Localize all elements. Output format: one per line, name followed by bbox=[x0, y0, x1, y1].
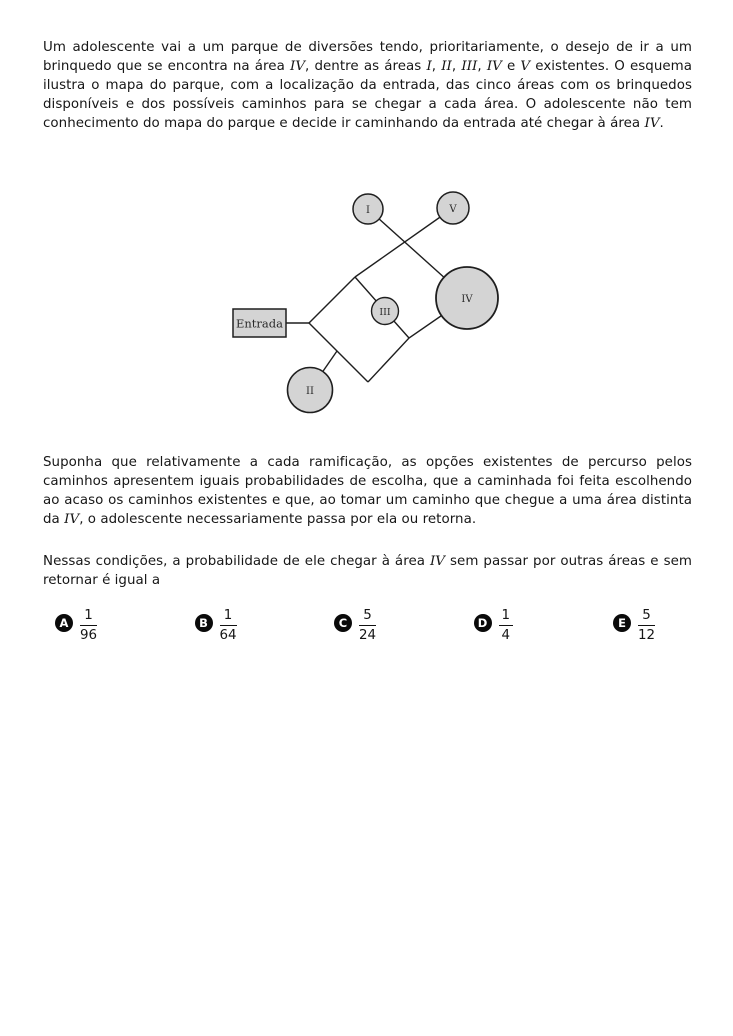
path-junction-upper bbox=[309, 277, 355, 323]
fraction-numerator: 5 bbox=[359, 608, 376, 626]
entrance-label: Entrada bbox=[236, 316, 283, 331]
text-segment: Suponha que relativamente a cada ramificação, as opções existentes de percurso pelos caminhos apresentem iguais probabilidades de escolha, que a caminhada foi feita escolhendo ao acaso os caminhos existentes e que, ao tomar um caminho que chegue a uma área distinta da bbox=[43, 455, 692, 527]
text-segment: , o adolescente necessariamente passa por ela ou retorna. bbox=[79, 512, 477, 527]
option-letter-badge: B bbox=[195, 614, 213, 632]
option-fraction bbox=[499, 608, 514, 643]
text-segment: existentes. O esquema ilustra o mapa do parque, com a localização da entrada, das cinco áreas com os brinquedos disponíveis e dos possíveis caminhos para se chegar a cada área. O adolescente não tem conhecimento do mapa do parque e decide ir caminhando da entrada até chegar à área bbox=[43, 59, 693, 131]
text-segment: . bbox=[659, 116, 664, 131]
park-map-svg bbox=[225, 180, 515, 420]
text-segment: sem passar por outras áreas e sem retornar é igual a bbox=[43, 554, 692, 588]
roman-numeral: III bbox=[461, 59, 478, 74]
option-fraction bbox=[220, 608, 237, 643]
option-letter-badge: E bbox=[613, 614, 631, 632]
text-segment: , bbox=[477, 59, 487, 74]
roman-numeral: IV bbox=[64, 512, 80, 527]
roman-numeral: IV bbox=[429, 554, 446, 569]
fraction-numerator: 1 bbox=[220, 608, 237, 626]
question-paragraph-assumptions bbox=[43, 453, 692, 529]
option-fraction bbox=[359, 608, 376, 643]
roman-numeral: I bbox=[426, 59, 432, 74]
option-e[interactable] bbox=[613, 603, 655, 643]
option-letter-badge: C bbox=[334, 614, 352, 632]
roman-numeral: IV bbox=[644, 116, 660, 131]
option-d[interactable] bbox=[474, 603, 514, 643]
roman-numeral: IV bbox=[289, 59, 306, 74]
area-ii-label: II bbox=[306, 386, 314, 397]
area-iv-label: IV bbox=[461, 294, 473, 305]
roman-numeral: II bbox=[441, 59, 452, 74]
text-segment: , bbox=[431, 59, 442, 74]
text-segment: Nessas condições, a probabilidade de ele chegar à área bbox=[43, 554, 430, 569]
fraction-denominator: 4 bbox=[501, 627, 511, 643]
fraction-numerator: 1 bbox=[499, 608, 514, 626]
text-segment: , dentre as áreas bbox=[305, 59, 427, 74]
area-iii-label: III bbox=[379, 307, 391, 318]
fraction-denominator: 64 bbox=[219, 627, 237, 643]
fraction-denominator: 96 bbox=[80, 627, 98, 643]
text-segment: e bbox=[501, 59, 521, 74]
option-fraction bbox=[638, 608, 655, 643]
area-v-label: V bbox=[449, 204, 457, 215]
text-segment: , bbox=[451, 59, 462, 74]
option-b[interactable] bbox=[195, 603, 237, 643]
roman-numeral: IV bbox=[486, 59, 502, 74]
option-fraction bbox=[80, 608, 97, 643]
fraction-denominator: 24 bbox=[359, 627, 377, 643]
question-paragraph-prompt bbox=[43, 552, 692, 590]
option-a[interactable] bbox=[55, 603, 97, 643]
fraction-denominator: 12 bbox=[638, 627, 656, 643]
fraction-numerator: 1 bbox=[80, 608, 97, 626]
option-letter-badge: D bbox=[474, 614, 492, 632]
fraction-numerator: 5 bbox=[638, 608, 655, 626]
question-paragraph-intro bbox=[43, 38, 692, 133]
text-segment: Um adolescente vai a um parque de diversões tendo, prioritariamente, o desejo de ir a um brinquedo que se encontra na área bbox=[43, 40, 692, 74]
park-map-diagram bbox=[225, 180, 515, 420]
option-letter-badge: A bbox=[55, 614, 73, 632]
area-i-label: I bbox=[366, 205, 370, 216]
option-c[interactable] bbox=[334, 603, 376, 643]
roman-numeral: V bbox=[520, 59, 531, 74]
